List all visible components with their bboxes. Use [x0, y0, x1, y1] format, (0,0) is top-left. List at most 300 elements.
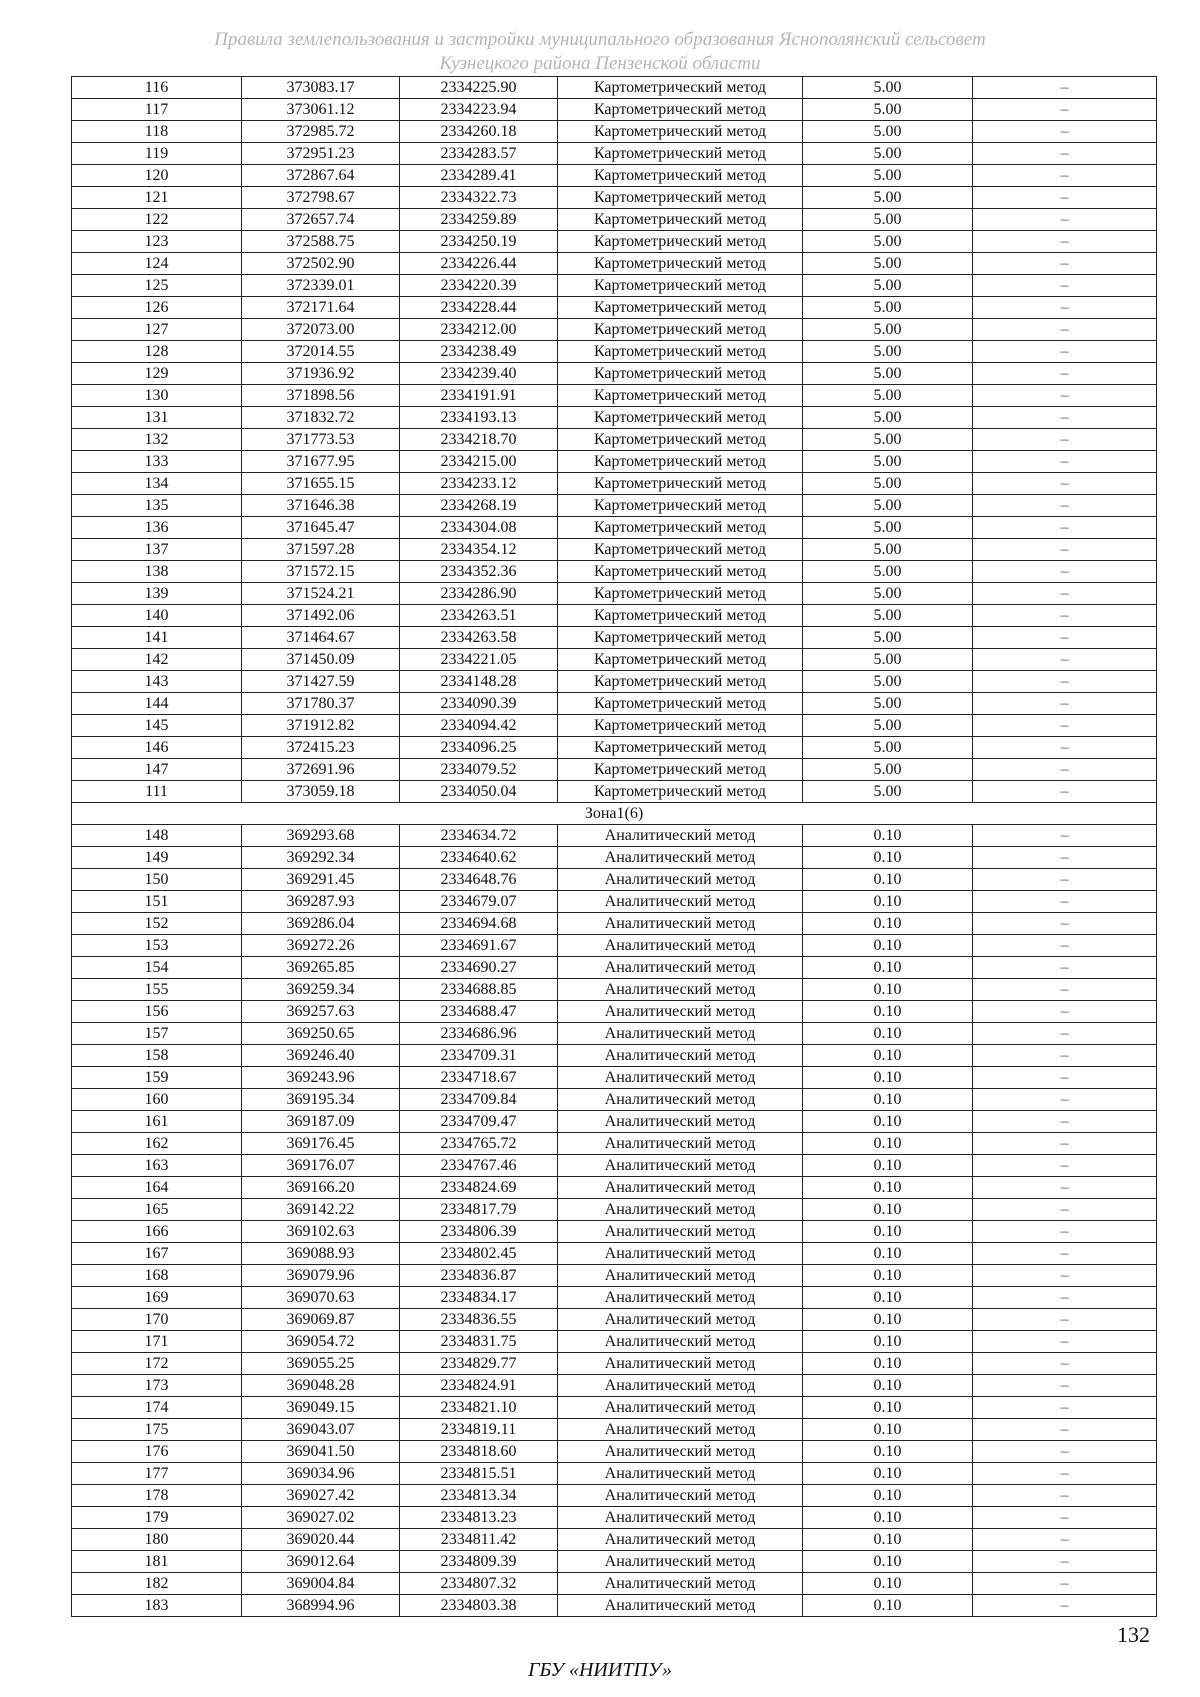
method-cell: Картометрический метод [558, 517, 803, 539]
point-number-cell: 174 [72, 1397, 242, 1419]
table-row [72, 231, 1157, 253]
table-row [72, 495, 1157, 517]
y-coordinate-cell: 2334831.75 [400, 1331, 558, 1353]
method-cell: Аналитический метод [558, 825, 803, 847]
y-coordinate-cell: 2334767.46 [400, 1155, 558, 1177]
zone-label: Зона1(6) [72, 803, 1157, 825]
table-row [72, 451, 1157, 473]
point-number-cell: 120 [72, 165, 242, 187]
point-number-cell: 128 [72, 341, 242, 363]
method-cell: Картометрический метод [558, 539, 803, 561]
y-coordinate-cell: 2334090.39 [400, 693, 558, 715]
x-coordinate-cell: 369004.84 [242, 1573, 400, 1595]
accuracy-cell: 5.00 [803, 121, 973, 143]
x-coordinate-cell: 369048.28 [242, 1375, 400, 1397]
method-cell: Картометрический метод [558, 649, 803, 671]
method-cell: Картометрический метод [558, 495, 803, 517]
accuracy-cell: 0.10 [803, 1133, 973, 1155]
method-cell: Аналитический метод [558, 869, 803, 891]
table-row [72, 935, 1157, 957]
note-cell: – [973, 1243, 1157, 1265]
method-cell: Аналитический метод [558, 1111, 803, 1133]
point-number-cell: 172 [72, 1353, 242, 1375]
point-number-cell: 119 [72, 143, 242, 165]
method-cell: Аналитический метод [558, 979, 803, 1001]
method-cell: Аналитический метод [558, 891, 803, 913]
note-cell: – [973, 517, 1157, 539]
accuracy-cell: 0.10 [803, 1419, 973, 1441]
accuracy-cell: 0.10 [803, 1243, 973, 1265]
y-coordinate-cell: 2334709.31 [400, 1045, 558, 1067]
point-number-cell: 150 [72, 869, 242, 891]
y-coordinate-cell: 2334286.90 [400, 583, 558, 605]
method-cell: Аналитический метод [558, 1023, 803, 1045]
method-cell: Картометрический метод [558, 429, 803, 451]
point-number-cell: 123 [72, 231, 242, 253]
y-coordinate-cell: 2334634.72 [400, 825, 558, 847]
x-coordinate-cell: 371597.28 [242, 539, 400, 561]
note-cell: – [973, 1529, 1157, 1551]
point-number-cell: 122 [72, 209, 242, 231]
x-coordinate-cell: 371464.67 [242, 627, 400, 649]
method-cell: Аналитический метод [558, 1309, 803, 1331]
y-coordinate-cell: 2334821.10 [400, 1397, 558, 1419]
point-number-cell: 168 [72, 1265, 242, 1287]
note-cell: – [973, 253, 1157, 275]
table-row [72, 715, 1157, 737]
method-cell: Картометрический метод [558, 143, 803, 165]
method-cell: Аналитический метод [558, 1397, 803, 1419]
y-coordinate-cell: 2334079.52 [400, 759, 558, 781]
point-number-cell: 145 [72, 715, 242, 737]
method-cell: Аналитический метод [558, 1221, 803, 1243]
note-cell: – [973, 979, 1157, 1001]
y-coordinate-cell: 2334817.79 [400, 1199, 558, 1221]
y-coordinate-cell: 2334238.49 [400, 341, 558, 363]
table-row [72, 319, 1157, 341]
point-number-cell: 176 [72, 1441, 242, 1463]
x-coordinate-cell: 369055.25 [242, 1353, 400, 1375]
note-cell: – [973, 1199, 1157, 1221]
point-number-cell: 170 [72, 1309, 242, 1331]
note-cell: – [973, 143, 1157, 165]
method-cell: Аналитический метод [558, 1441, 803, 1463]
y-coordinate-cell: 2334322.73 [400, 187, 558, 209]
note-cell: – [973, 1287, 1157, 1309]
x-coordinate-cell: 372339.01 [242, 275, 400, 297]
y-coordinate-cell: 2334220.39 [400, 275, 558, 297]
note-cell: – [973, 891, 1157, 913]
method-cell: Картометрический метод [558, 121, 803, 143]
x-coordinate-cell: 371450.09 [242, 649, 400, 671]
accuracy-cell: 0.10 [803, 1221, 973, 1243]
table-row [72, 1353, 1157, 1375]
accuracy-cell: 5.00 [803, 649, 973, 671]
point-number-cell: 165 [72, 1199, 242, 1221]
y-coordinate-cell: 2334688.47 [400, 1001, 558, 1023]
accuracy-cell: 0.10 [803, 913, 973, 935]
accuracy-cell: 0.10 [803, 1265, 973, 1287]
y-coordinate-cell: 2334824.91 [400, 1375, 558, 1397]
table-row [72, 1243, 1157, 1265]
accuracy-cell: 0.10 [803, 1441, 973, 1463]
y-coordinate-cell: 2334836.87 [400, 1265, 558, 1287]
x-coordinate-cell: 369176.45 [242, 1133, 400, 1155]
y-coordinate-cell: 2334354.12 [400, 539, 558, 561]
table-row [72, 1067, 1157, 1089]
x-coordinate-cell: 372951.23 [242, 143, 400, 165]
x-coordinate-cell: 371912.82 [242, 715, 400, 737]
y-coordinate-cell: 2334690.27 [400, 957, 558, 979]
y-coordinate-cell: 2334811.42 [400, 1529, 558, 1551]
method-cell: Картометрический метод [558, 209, 803, 231]
accuracy-cell: 0.10 [803, 1287, 973, 1309]
note-cell: – [973, 737, 1157, 759]
accuracy-cell: 0.10 [803, 1177, 973, 1199]
note-cell: – [973, 1551, 1157, 1573]
y-coordinate-cell: 2334640.62 [400, 847, 558, 869]
accuracy-cell: 5.00 [803, 605, 973, 627]
coordinates-table [71, 76, 1157, 1617]
table-row [72, 407, 1157, 429]
x-coordinate-cell: 369079.96 [242, 1265, 400, 1287]
method-cell: Картометрический метод [558, 275, 803, 297]
y-coordinate-cell: 2334250.19 [400, 231, 558, 253]
x-coordinate-cell: 372798.67 [242, 187, 400, 209]
method-cell: Картометрический метод [558, 759, 803, 781]
accuracy-cell: 0.10 [803, 1001, 973, 1023]
point-number-cell: 173 [72, 1375, 242, 1397]
method-cell: Картометрический метод [558, 627, 803, 649]
table-row [72, 1045, 1157, 1067]
note-cell: – [973, 1111, 1157, 1133]
method-cell: Аналитический метод [558, 1419, 803, 1441]
y-coordinate-cell: 2334809.39 [400, 1551, 558, 1573]
method-cell: Картометрический метод [558, 165, 803, 187]
method-cell: Картометрический метод [558, 187, 803, 209]
point-number-cell: 162 [72, 1133, 242, 1155]
y-coordinate-cell: 2334813.34 [400, 1485, 558, 1507]
table-row [72, 143, 1157, 165]
table-row [72, 1551, 1157, 1573]
y-coordinate-cell: 2334807.32 [400, 1573, 558, 1595]
accuracy-cell: 5.00 [803, 143, 973, 165]
x-coordinate-cell: 372502.90 [242, 253, 400, 275]
note-cell: – [973, 1221, 1157, 1243]
point-number-cell: 166 [72, 1221, 242, 1243]
point-number-cell: 180 [72, 1529, 242, 1551]
y-coordinate-cell: 2334096.25 [400, 737, 558, 759]
note-cell: – [973, 957, 1157, 979]
x-coordinate-cell: 369049.15 [242, 1397, 400, 1419]
table-row [72, 1397, 1157, 1419]
y-coordinate-cell: 2334824.69 [400, 1177, 558, 1199]
x-coordinate-cell: 371524.21 [242, 583, 400, 605]
point-number-cell: 175 [72, 1419, 242, 1441]
table-row [72, 165, 1157, 187]
x-coordinate-cell: 372985.72 [242, 121, 400, 143]
note-cell: – [973, 429, 1157, 451]
accuracy-cell: 0.10 [803, 825, 973, 847]
point-number-cell: 125 [72, 275, 242, 297]
x-coordinate-cell: 372415.23 [242, 737, 400, 759]
method-cell: Картометрический метод [558, 715, 803, 737]
method-cell: Аналитический метод [558, 1551, 803, 1573]
accuracy-cell: 0.10 [803, 869, 973, 891]
accuracy-cell: 0.10 [803, 1529, 973, 1551]
note-cell: – [973, 1397, 1157, 1419]
table-row [72, 275, 1157, 297]
y-coordinate-cell: 2334233.12 [400, 473, 558, 495]
y-coordinate-cell: 2334813.23 [400, 1507, 558, 1529]
x-coordinate-cell: 369069.87 [242, 1309, 400, 1331]
note-cell: – [973, 1463, 1157, 1485]
note-cell: – [973, 319, 1157, 341]
point-number-cell: 163 [72, 1155, 242, 1177]
table-row [72, 473, 1157, 495]
table-row [72, 385, 1157, 407]
accuracy-cell: 0.10 [803, 979, 973, 1001]
x-coordinate-cell: 372691.96 [242, 759, 400, 781]
method-cell: Картометрический метод [558, 99, 803, 121]
x-coordinate-cell: 369034.96 [242, 1463, 400, 1485]
method-cell: Аналитический метод [558, 1485, 803, 1507]
note-cell: – [973, 1353, 1157, 1375]
note-cell: – [973, 1331, 1157, 1353]
method-cell: Аналитический метод [558, 1265, 803, 1287]
note-cell: – [973, 275, 1157, 297]
note-cell: – [973, 407, 1157, 429]
note-cell: – [973, 1485, 1157, 1507]
table-row [72, 1485, 1157, 1507]
note-cell: – [973, 913, 1157, 935]
point-number-cell: 177 [72, 1463, 242, 1485]
method-cell: Аналитический метод [558, 1045, 803, 1067]
point-number-cell: 139 [72, 583, 242, 605]
point-number-cell: 154 [72, 957, 242, 979]
x-coordinate-cell: 369041.50 [242, 1441, 400, 1463]
table-row [72, 1199, 1157, 1221]
y-coordinate-cell: 2334239.40 [400, 363, 558, 385]
point-number-cell: 132 [72, 429, 242, 451]
point-number-cell: 147 [72, 759, 242, 781]
accuracy-cell: 0.10 [803, 1155, 973, 1177]
page-number: 132 [1117, 1622, 1150, 1647]
accuracy-cell: 5.00 [803, 495, 973, 517]
x-coordinate-cell: 373061.12 [242, 99, 400, 121]
accuracy-cell: 5.00 [803, 737, 973, 759]
method-cell: Аналитический метод [558, 1595, 803, 1617]
y-coordinate-cell: 2334259.89 [400, 209, 558, 231]
x-coordinate-cell: 372171.64 [242, 297, 400, 319]
point-number-cell: 179 [72, 1507, 242, 1529]
point-number-cell: 116 [72, 77, 242, 99]
header-line-2: Кузнецкого района Пензенской области [439, 53, 761, 74]
method-cell: Аналитический метод [558, 1089, 803, 1111]
table-row [72, 1463, 1157, 1485]
x-coordinate-cell: 369142.22 [242, 1199, 400, 1221]
x-coordinate-cell: 372657.74 [242, 209, 400, 231]
y-coordinate-cell: 2334225.90 [400, 77, 558, 99]
note-cell: – [973, 1595, 1157, 1617]
note-cell: – [973, 99, 1157, 121]
method-cell: Аналитический метод [558, 1177, 803, 1199]
table-row [72, 979, 1157, 1001]
point-number-cell: 138 [72, 561, 242, 583]
note-cell: – [973, 209, 1157, 231]
note-cell: – [973, 121, 1157, 143]
y-coordinate-cell: 2334686.96 [400, 1023, 558, 1045]
point-number-cell: 142 [72, 649, 242, 671]
x-coordinate-cell: 371677.95 [242, 451, 400, 473]
running-header [0, 28, 1200, 76]
method-cell: Картометрический метод [558, 297, 803, 319]
note-cell: – [973, 1067, 1157, 1089]
accuracy-cell: 5.00 [803, 451, 973, 473]
x-coordinate-cell: 372014.55 [242, 341, 400, 363]
table-row [72, 1419, 1157, 1441]
point-number-cell: 146 [72, 737, 242, 759]
method-cell: Картометрический метод [558, 231, 803, 253]
table-row [72, 341, 1157, 363]
note-cell: – [973, 1441, 1157, 1463]
x-coordinate-cell: 371780.37 [242, 693, 400, 715]
x-coordinate-cell: 369043.07 [242, 1419, 400, 1441]
note-cell: – [973, 1419, 1157, 1441]
accuracy-cell: 5.00 [803, 297, 973, 319]
table-row [72, 1155, 1157, 1177]
y-coordinate-cell: 2334289.41 [400, 165, 558, 187]
point-number-cell: 151 [72, 891, 242, 913]
note-cell: – [973, 1001, 1157, 1023]
table-row [72, 957, 1157, 979]
table-row [72, 627, 1157, 649]
point-number-cell: 126 [72, 297, 242, 319]
y-coordinate-cell: 2334836.55 [400, 1309, 558, 1331]
accuracy-cell: 5.00 [803, 231, 973, 253]
accuracy-cell: 0.10 [803, 1331, 973, 1353]
note-cell: – [973, 847, 1157, 869]
method-cell: Картометрический метод [558, 451, 803, 473]
y-coordinate-cell: 2334718.67 [400, 1067, 558, 1089]
note-cell: – [973, 781, 1157, 803]
method-cell: Аналитический метод [558, 1199, 803, 1221]
accuracy-cell: 5.00 [803, 781, 973, 803]
note-cell: – [973, 385, 1157, 407]
table-row [72, 1441, 1157, 1463]
table-row [72, 1111, 1157, 1133]
method-cell: Аналитический метод [558, 1155, 803, 1177]
point-number-cell: 182 [72, 1573, 242, 1595]
table-row [72, 1221, 1157, 1243]
table-row [72, 847, 1157, 869]
note-cell: – [973, 451, 1157, 473]
table-row [72, 781, 1157, 803]
x-coordinate-cell: 371773.53 [242, 429, 400, 451]
accuracy-cell: 0.10 [803, 1089, 973, 1111]
method-cell: Картометрический метод [558, 693, 803, 715]
x-coordinate-cell: 371492.06 [242, 605, 400, 627]
note-cell: – [973, 1177, 1157, 1199]
method-cell: Картометрический метод [558, 407, 803, 429]
accuracy-cell: 5.00 [803, 407, 973, 429]
method-cell: Картометрический метод [558, 561, 803, 583]
table-row [72, 1089, 1157, 1111]
y-coordinate-cell: 2334765.72 [400, 1133, 558, 1155]
note-cell: – [973, 231, 1157, 253]
note-cell: – [973, 363, 1157, 385]
point-number-cell: 164 [72, 1177, 242, 1199]
note-cell: – [973, 1133, 1157, 1155]
note-cell: – [973, 693, 1157, 715]
y-coordinate-cell: 2334263.58 [400, 627, 558, 649]
y-coordinate-cell: 2334806.39 [400, 1221, 558, 1243]
table-row [72, 1265, 1157, 1287]
accuracy-cell: 5.00 [803, 99, 973, 121]
y-coordinate-cell: 2334050.04 [400, 781, 558, 803]
y-coordinate-cell: 2334709.84 [400, 1089, 558, 1111]
footer-organization: ГБУ «НИИТПУ» [528, 1659, 672, 1681]
point-number-cell: 155 [72, 979, 242, 1001]
x-coordinate-cell: 369012.64 [242, 1551, 400, 1573]
note-cell: – [973, 1309, 1157, 1331]
table-row [72, 1309, 1157, 1331]
accuracy-cell: 5.00 [803, 627, 973, 649]
table-row [72, 187, 1157, 209]
table-row [72, 1595, 1157, 1617]
x-coordinate-cell: 369286.04 [242, 913, 400, 935]
table-row [72, 825, 1157, 847]
point-number-cell: 153 [72, 935, 242, 957]
accuracy-cell: 5.00 [803, 165, 973, 187]
x-coordinate-cell: 369250.65 [242, 1023, 400, 1045]
point-number-cell: 129 [72, 363, 242, 385]
table-row [72, 363, 1157, 385]
accuracy-cell: 5.00 [803, 473, 973, 495]
table-row [72, 121, 1157, 143]
x-coordinate-cell: 369272.26 [242, 935, 400, 957]
method-cell: Картометрический метод [558, 737, 803, 759]
method-cell: Аналитический метод [558, 1331, 803, 1353]
y-coordinate-cell: 2334679.07 [400, 891, 558, 913]
x-coordinate-cell: 373059.18 [242, 781, 400, 803]
y-coordinate-cell: 2334694.68 [400, 913, 558, 935]
method-cell: Картометрический метод [558, 319, 803, 341]
y-coordinate-cell: 2334191.91 [400, 385, 558, 407]
point-number-cell: 148 [72, 825, 242, 847]
point-number-cell: 133 [72, 451, 242, 473]
y-coordinate-cell: 2334802.45 [400, 1243, 558, 1265]
method-cell: Аналитический метод [558, 1243, 803, 1265]
method-cell: Аналитический метод [558, 847, 803, 869]
y-coordinate-cell: 2334818.60 [400, 1441, 558, 1463]
table-row [72, 1023, 1157, 1045]
method-cell: Картометрический метод [558, 781, 803, 803]
x-coordinate-cell: 371427.59 [242, 671, 400, 693]
note-cell: – [973, 605, 1157, 627]
accuracy-cell: 5.00 [803, 671, 973, 693]
accuracy-cell: 0.10 [803, 1397, 973, 1419]
x-coordinate-cell: 369287.93 [242, 891, 400, 913]
table-row [72, 605, 1157, 627]
note-cell: – [973, 759, 1157, 781]
x-coordinate-cell: 371646.38 [242, 495, 400, 517]
note-cell: – [973, 187, 1157, 209]
point-number-cell: 169 [72, 1287, 242, 1309]
point-number-cell: 124 [72, 253, 242, 275]
point-number-cell: 130 [72, 385, 242, 407]
x-coordinate-cell: 369291.45 [242, 869, 400, 891]
